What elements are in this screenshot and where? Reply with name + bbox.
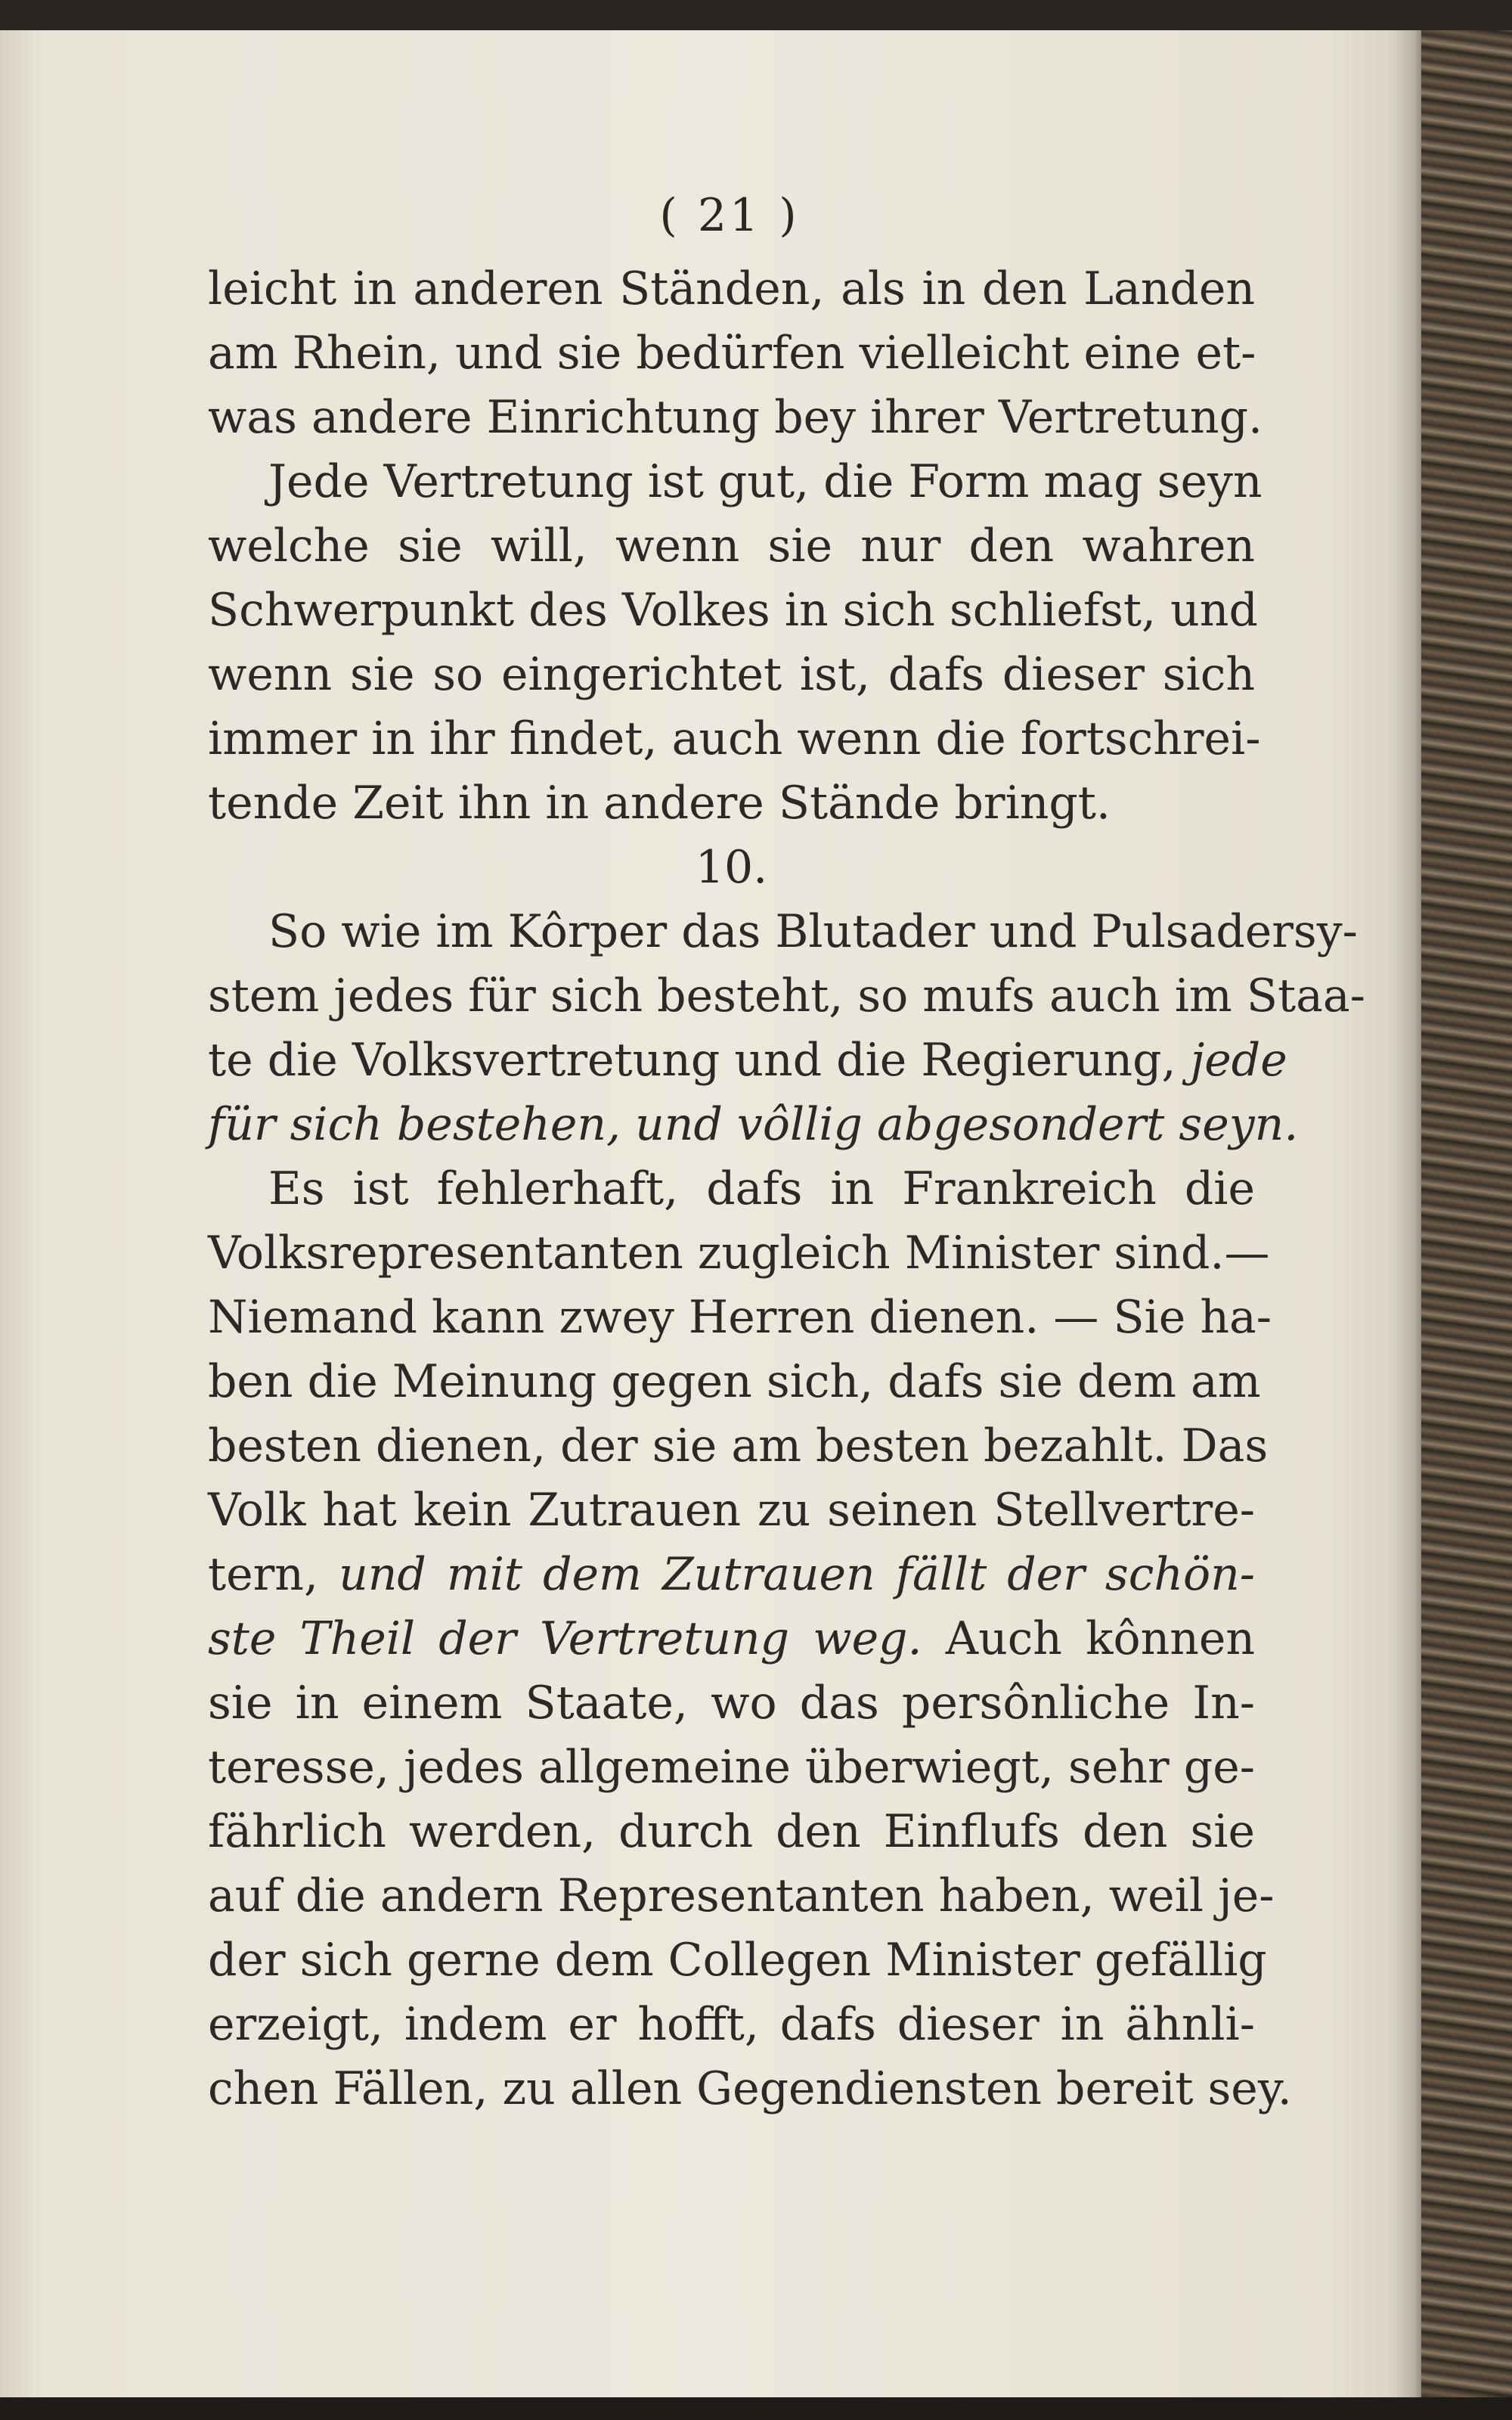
text-line — [208, 1928, 1267, 1993]
section-number — [208, 836, 1255, 900]
italic-text: und mit dem Zutrauen fällt der schön- — [339, 1548, 1256, 1601]
text-segment: Volk hat kein Zutrauen zu seinen Stellvertre- — [208, 1484, 1255, 1537]
text-line — [208, 1607, 1255, 1671]
text-segment: leicht in anderen Ständen, als in den Landen — [208, 262, 1255, 315]
text-segment: So wie im Kôrper das Blutader und Pulsadersy- — [268, 905, 1358, 958]
text-line — [208, 771, 1255, 836]
text-segment: Es ist fehlerhaft, dafs in Frankreich die — [268, 1162, 1255, 1215]
text-line — [208, 707, 1261, 771]
text-line — [208, 2057, 1292, 2121]
text-line — [208, 900, 1358, 964]
text-segment: was andere Einrichtung bey ihrer Vertretung. — [208, 391, 1263, 444]
text-line — [208, 1671, 1255, 1736]
text-segment: chen Fällen, zu allen Gegendiensten bereit sey. — [208, 2062, 1292, 2115]
text-line — [208, 321, 1255, 386]
page-number: ( 21 ) — [659, 189, 800, 242]
text-line — [208, 1414, 1269, 1478]
text-segment: te die Volksvertretung und die Regierung, — [208, 1034, 1191, 1087]
text-segment: auf die andern Representanten haben, weil je- — [208, 1869, 1275, 1922]
text-line — [208, 1478, 1255, 1543]
text-segment: Schwerpunkt des Volkes in sich schliefst, und — [208, 584, 1258, 637]
text-line — [208, 1736, 1255, 1800]
text-segment: Niemand kann zwey Herren dienen. — Sie ha- — [208, 1291, 1272, 1344]
text-line — [208, 1157, 1255, 1221]
text-segment: am Rhein, und sie bedürfen vielleicht eine et- — [208, 327, 1256, 380]
text-segment: teresse, jedes allgemeine überwiegt, sehr ge- — [208, 1741, 1255, 1794]
text-line — [208, 1286, 1272, 1350]
text-line — [208, 1800, 1255, 1864]
text-line — [208, 1350, 1261, 1414]
text-line — [208, 257, 1255, 321]
body-text — [208, 257, 1365, 2121]
text-segment: Jede Vertretung ist gut, die Form mag seyn — [268, 455, 1263, 508]
text-line — [208, 1993, 1255, 2057]
text-line — [208, 1093, 1299, 1157]
scan-background — [0, 2397, 1512, 2420]
text-segment: fährlich werden, durch den Einflufs den sie — [208, 1805, 1255, 1858]
text-line — [208, 964, 1365, 1028]
text-segment: besten dienen, der sie am besten bezahlt. Das — [208, 1419, 1269, 1472]
text-line — [208, 514, 1255, 579]
text-segment: ben die Meinung gegen sich, dafs sie dem am — [208, 1355, 1261, 1408]
text-segment: immer in ihr findet, auch wenn die fortschrei- — [208, 712, 1261, 765]
text-segment: tern, — [208, 1548, 339, 1601]
text-line — [208, 579, 1258, 643]
text-segment: Auch kônnen — [922, 1612, 1256, 1665]
italic-text: ste Theil der Vertretung weg. — [208, 1612, 922, 1665]
text-segment: welche sie will, wenn sie nur den wahren — [208, 520, 1255, 572]
text-line — [208, 1028, 1287, 1093]
text-line — [208, 450, 1263, 514]
text-segment: erzeigt, indem er hofft, dafs dieser in ähnli- — [208, 1998, 1255, 2051]
text-line — [208, 1864, 1275, 1928]
text-segment: stem jedes für sich besteht, so mufs auch im Staa- — [208, 970, 1365, 1022]
italic-text: für sich bestehen, und vôllig abgesondert seyn. — [208, 1098, 1299, 1151]
text-segment: wenn sie so eingerichtet ist, dafs dieser sich — [208, 648, 1255, 701]
text-line — [208, 1221, 1270, 1286]
italic-text: jede — [1190, 1034, 1287, 1087]
text-segment: 10. — [695, 841, 768, 894]
text-segment: tende Zeit ihn in andere Stände bringt. — [208, 777, 1111, 830]
text-line — [208, 1543, 1255, 1607]
book-binding — [1421, 30, 1512, 2397]
text-line — [208, 643, 1255, 707]
text-line — [208, 386, 1263, 450]
text-segment: Volksrepresentanten zugleich Minister sind.— — [208, 1227, 1270, 1280]
text-segment: sie in einem Staate, wo das persônliche In- — [208, 1677, 1255, 1730]
text-segment: der sich gerne dem Collegen Minister gefällig — [208, 1934, 1267, 1987]
